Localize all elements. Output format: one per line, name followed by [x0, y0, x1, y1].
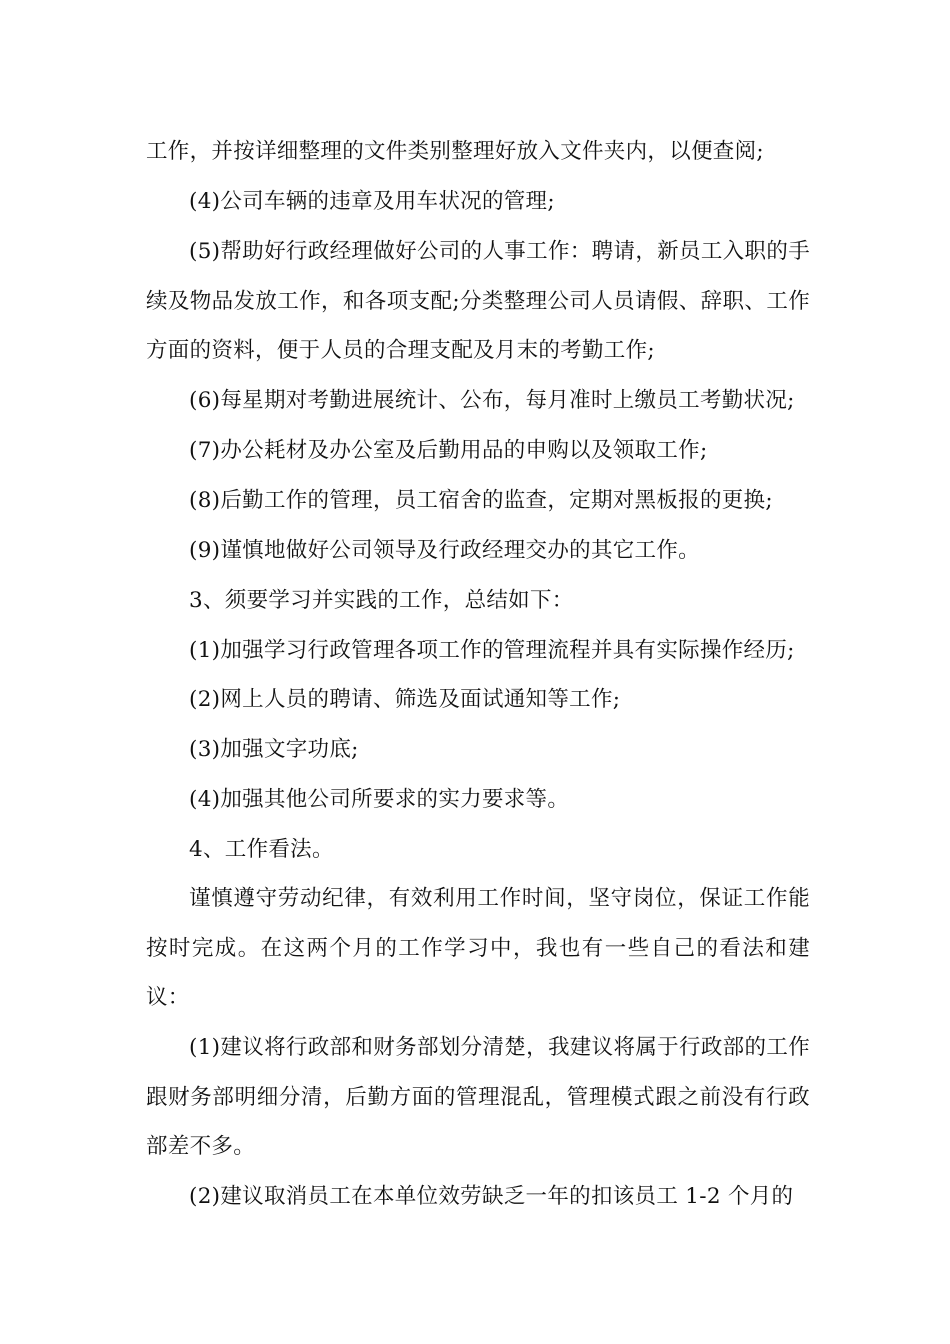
- paragraph-item-4: (4)公司车辆的违章及用车状况的管理;: [189, 189, 555, 214]
- paragraph-attitude: 谨慎遵守劳动纪律，有效利用工作时间，坚守岗位，保证工作能按时完成。在这两个月的工作学习中，我也有一些自己的看法和建议：: [146, 886, 810, 1010]
- paragraph-study-1: (1)加强学习行政管理各项工作的管理流程并具有实际操作经历;: [189, 638, 795, 663]
- paragraph-study-2: (2)网上人员的聘请、筛选及面试通知等工作;: [189, 687, 621, 712]
- section-heading-3: 3、须要学习并实践的工作，总结如下：: [189, 588, 574, 613]
- paragraph-suggestion-2: (2)建议取消员工在本单位效劳缺乏一年的扣该员工 1-2 个月的: [189, 1184, 794, 1209]
- section-heading-4: 4、工作看法。: [189, 837, 334, 862]
- paragraph-item-9: (9)谨慎地做好公司领导及行政经理交办的其它工作。: [189, 538, 700, 563]
- paragraph-item-6: (6)每星期对考勤进展统计、公布，每月准时上缴员工考勤状况;: [189, 388, 795, 413]
- paragraph-item-8: (8)后勤工作的管理，员工宿舍的监查，定期对黑板报的更换;: [189, 488, 773, 513]
- paragraph-study-4: (4)加强其他公司所要求的实力要求等。: [189, 787, 570, 812]
- paragraph-item-5: (5)帮助好行政经理做好公司的人事工作：聘请，新员工入职的手续及物品发放工作，和各项支配;分类整理公司人员请假、辞职、工作方面的资料，便于人员的合理支配及月末的考勤工作;: [146, 239, 810, 363]
- paragraph-continuation: 工作，并按详细整理的文件类别整理好放入文件夹内，以便查阅;: [146, 139, 764, 164]
- paragraph-study-3: (3)加强文字功底;: [189, 737, 359, 762]
- paragraph-suggestion-1: (1)建议将行政部和财务部划分清楚，我建议将属于行政部的工作跟财务部明细分清，后勤方面的管理混乱，管理模式跟之前没有行政部差不多。: [146, 1035, 810, 1159]
- paragraph-item-7: (7)办公耗材及办公室及后勤用品的申购以及领取工作;: [189, 438, 708, 463]
